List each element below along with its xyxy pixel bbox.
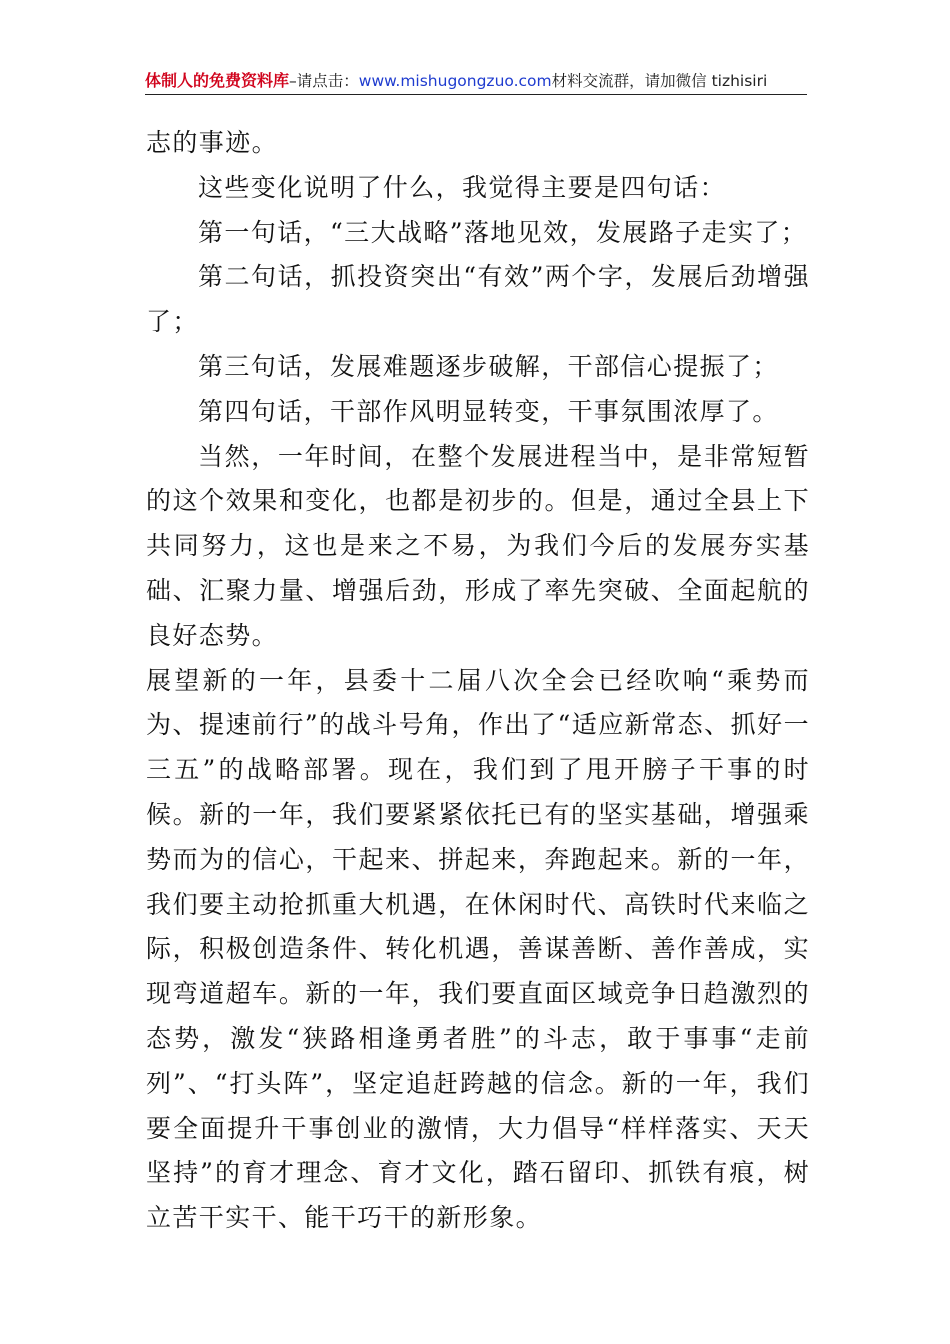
paragraph-outlook: 展望新的一年，县委十二届八次全会已经吹响“乘势而为、提速前行”的战斗号角，作出了“适应新常态、抓好一三五”的战略部署。现在，我们到了甩开膀子干事的时候。新的一年，我们要紧紧依托已有的坚实基础，增强乘势而为的信心，干起来、拼起来，奔跑起来。新的一年，我们要主动抢抓重大机遇，在休闲时代、高铁时代来临之际，积极创造条件、转化机遇，善谋善断、善作善成，实现弯道超车。新的一年，我们要直面区域竞争日趋激烈的态势，激发“狭路相逢勇者胜”的斗志，敢于事事“走前列”、“打头阵”，坚定追赶跨越的信念。新的一年，我们要全面提升干事创业的激情，大力倡导“样样落实、天天坚持”的育才理念、育才文化，踏石留印、抓铁有痕，树立苦干实干、能干巧干的新形象。 [146,665,810,1233]
paragraph-continuation: 志的事迹。 [146,128,279,157]
header-brand: 体制人的免费资料库 [145,71,290,90]
paragraph-point-4: 第四句话，干部作风明显转变，干事氛围浓厚了。 [198,396,779,426]
paragraph-reflection: 当然，一年时间，在整个发展进程当中，是非常短暂的这个效果和变化，也都是初步的。但是，通过全县上下共同努力，这也是来之不易，为我们今后的发展夯实基础、汇聚力量、增强后劲，形成了率先突破、全面起航的良好态势。 [146,441,810,650]
paragraph-summary-intro: 这些变化说明了什么，我觉得主要是四句话： [198,172,727,202]
paragraph-point-1: 第一句话，“三大战略”落地见效，发展路子走实了； [198,217,808,247]
paragraph-point-3: 第三句话，发展难题逐步破解，干部信心提振了； [198,351,779,381]
header-note: 材料交流群，请加微信 tizhisiri [551,72,768,90]
document-body [146,121,810,1241]
page-header [145,68,807,95]
header-prompt: –请点击： [289,72,359,90]
header-link[interactable]: www.mishugongzuo.com [358,72,552,90]
paragraph-point-2: 第二句话，抓投资突出“有效”两个字，发展后劲增强了； [146,262,810,337]
